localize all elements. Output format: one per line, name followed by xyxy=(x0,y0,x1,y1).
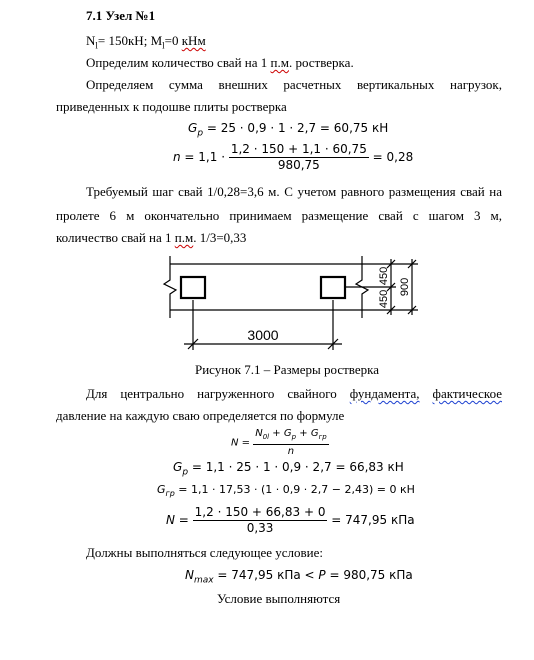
n-value: = 150кН; xyxy=(97,33,151,48)
eq3-lhs: N xyxy=(231,437,239,449)
eq6-fraction xyxy=(193,505,328,536)
para4-underlined: фундамента, xyxy=(349,386,420,401)
m-value: =0 xyxy=(164,33,182,48)
m-sub: l xyxy=(162,40,165,51)
paragraph-step-line2: пролете 6 м окончательно принимаем размещение свай с шагом 3 м, xyxy=(56,208,502,223)
eq3-num-b: + G xyxy=(269,428,292,439)
eq1-lhs: G xyxy=(188,121,198,135)
eq2-fraction xyxy=(229,142,369,173)
eq7-mid: = 747,95 кПа < xyxy=(213,568,319,582)
eq5-rhs: = 1,1 · 17,53 · (1 · 0,9 · 2,7 − 2,43) = 0 кН xyxy=(174,483,415,496)
para3-line3-pre: количество свай на 1 xyxy=(56,230,175,245)
pile-cap-drawing xyxy=(0,248,534,358)
eq5-sub: гр xyxy=(165,489,175,499)
eq1-rhs: = 25 · 0,9 · 1 · 2,7 = 60,75 кН xyxy=(203,121,389,135)
total-dimension-label: 900 xyxy=(399,277,411,297)
eq6-denominator: 0,33 xyxy=(246,521,274,535)
paragraph-pressure-line2: давление на каждую сваю определяется по формуле xyxy=(56,408,345,423)
equation-n-value: N = $\frac{1,2 \cdot 150 + 66,83 + 0}{0,33}$ = 747,95 кПа xyxy=(166,505,415,535)
paragraph-step-line1: Требуемый шаг свай 1/0,28=3,6 м. С учетом равного размещения свай на xyxy=(86,184,502,199)
para3-line3-post: . 1/3=0,33 xyxy=(193,230,247,245)
left-break-line xyxy=(164,256,176,318)
m-label: M xyxy=(150,33,163,48)
paragraph-loads-line2: приведенных к подошве плиты ростверка xyxy=(56,99,287,114)
eq3-denominator: n xyxy=(287,446,295,457)
eq3-num-c-sub: гр xyxy=(318,433,327,441)
paragraph-pressure-line1 xyxy=(86,386,502,402)
m-unit: кНм xyxy=(181,33,206,48)
eq5-lhs: G xyxy=(157,483,166,496)
eq4-rhs: = 1,1 · 25 · 1 · 0,9 · 2,7 = 66,83 кН xyxy=(188,460,404,474)
equation-ggr xyxy=(157,483,415,498)
paragraph-pile-count xyxy=(86,55,354,71)
eq1-sub: p xyxy=(197,128,204,139)
eq2-numerator: 1,2 · 150 + 1,1 · 60,75 xyxy=(230,142,367,156)
eq6-numerator: 1,2 · 150 + 66,83 + 0 xyxy=(194,505,326,519)
paragraph-condition: Должны выполняться следующее условие: xyxy=(86,545,324,560)
eq7-rhs: = 980,75 кПа xyxy=(325,568,413,582)
eq7-p: P xyxy=(318,568,326,582)
equation-gp-2 xyxy=(173,460,404,477)
eq7-sub: max xyxy=(193,575,214,586)
para1-underlined: п.м xyxy=(270,55,289,70)
eq2-lhs: n xyxy=(173,150,181,164)
pile-right xyxy=(321,277,345,298)
para1-text: Определим количество свай на 1 xyxy=(86,55,271,70)
equation-n xyxy=(173,142,413,173)
section-heading: 7.1 Узел №1 xyxy=(86,8,156,23)
eq4-sub: p xyxy=(182,467,189,478)
equation-condition xyxy=(185,568,413,585)
eq3-fraction xyxy=(253,427,328,458)
para4-mid xyxy=(420,386,433,401)
para3-line3-underlined: п.м xyxy=(174,230,194,245)
eq3-num-c: + G xyxy=(296,428,319,439)
half-dimension-label-upper: 450 xyxy=(378,266,390,286)
half-dimension-label-lower: 450 xyxy=(378,289,390,309)
n-sub: l xyxy=(95,40,98,51)
equation-n-formula: N = $\frac{N_{0l} + G_p + G_{гр}}{n}$ xyxy=(231,428,327,457)
span-dimension-label: 3000 xyxy=(247,327,279,343)
equation-gp xyxy=(188,121,388,138)
para1-end: . ростверка. xyxy=(288,55,354,70)
eq2-denominator: 980,75 xyxy=(277,158,320,172)
conclusion-text: Условие выполняются xyxy=(217,591,341,606)
eq2-pre: = 1,1 · xyxy=(180,150,229,164)
eq3-num-b-sub: p xyxy=(291,433,297,441)
figure-caption: Рисунок 7.1 – Размеры ростверка xyxy=(195,362,379,377)
paragraph-step-line3 xyxy=(56,230,246,246)
eq4-lhs: G xyxy=(173,460,183,474)
n-label: N xyxy=(86,33,96,48)
eq3-num-a: N xyxy=(255,428,263,439)
paragraph-loads-line1: Определяем сумма внешних расчетных вертикальных нагрузок, xyxy=(86,77,502,92)
eq3-num-a-sub: 0l xyxy=(262,433,270,441)
eq6-lhs: N xyxy=(166,513,175,527)
eq7-lhs: N xyxy=(185,568,194,582)
para4-underlined2: фактическое xyxy=(432,386,502,401)
eq6-post: = 747,95 кПа xyxy=(327,513,415,527)
eq2-post: = 0,28 xyxy=(368,150,414,164)
loads-line xyxy=(86,33,206,51)
pile-left xyxy=(181,277,205,298)
para4-pre: Для центрально нагруженного свайного xyxy=(86,386,350,401)
